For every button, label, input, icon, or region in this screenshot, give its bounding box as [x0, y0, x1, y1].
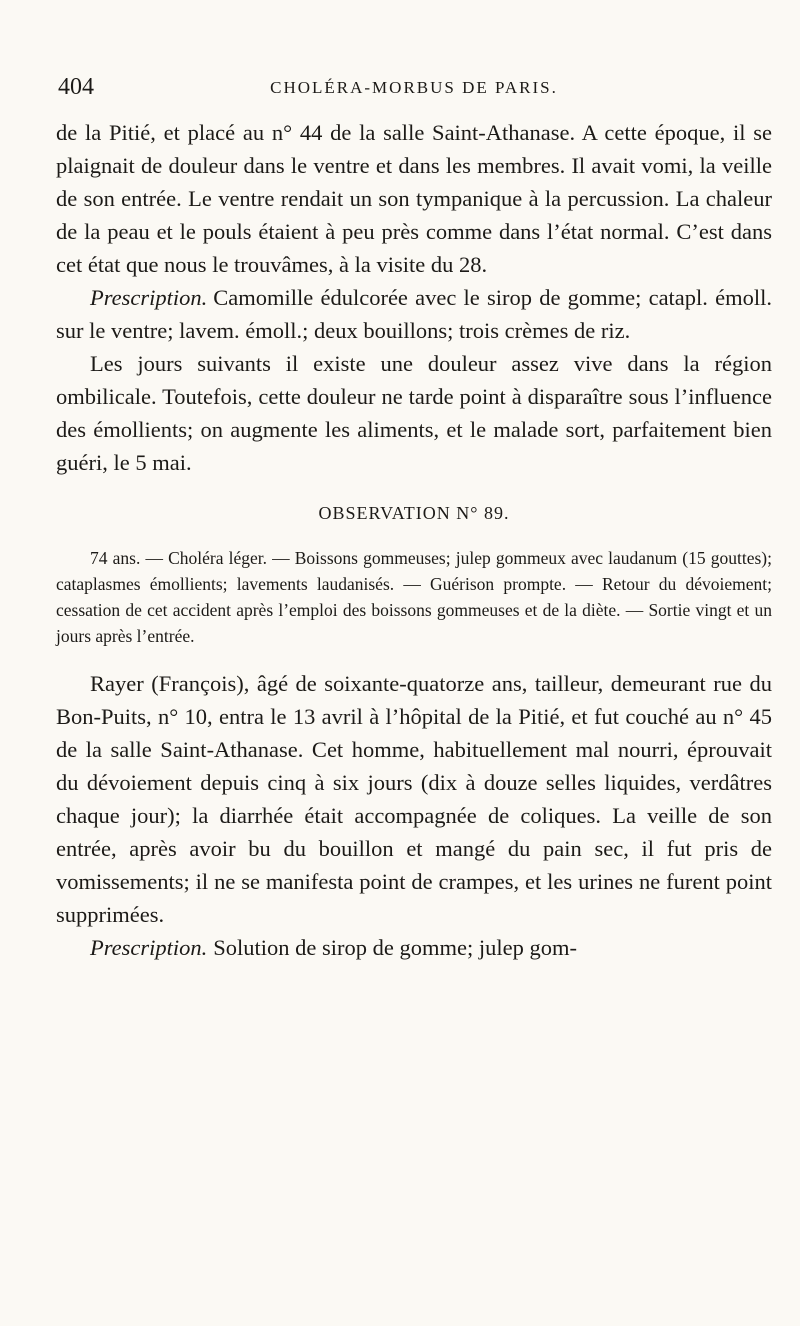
- observation-title: OBSERVATION N° 89.: [318, 503, 510, 523]
- running-head: CHOLÉRA-MORBUS DE PARIS.: [270, 78, 558, 97]
- paragraph-outcome: Les jours suivants il existe une douleur assez vive dans la région ombilicale. Toutefois, cette douleur ne tarde point à disparaître sous l’influence des émollients; on augmente les aliments, et le malade sort, parfaitement bien guéri, le 5 mai.: [56, 351, 772, 475]
- prescription-label: Prescription.: [90, 285, 208, 310]
- body-text: [56, 116, 772, 964]
- prescription-paragraph-2: [56, 931, 772, 964]
- paragraph-continuation: de la Pitié, et placé au n° 44 de la salle Saint-Athanase. A cette époque, il se plaignait de douleur dans le ventre et dans les membres. Il avait vomi, la veille de son entrée. Le ventre rendait un son tympanique à la percussion. La chaleur de la peau et le pouls étaient à peu près comme dans l’état normal. C’est dans cet état que nous le trouvâmes, à la visite du 28.: [56, 120, 772, 277]
- page-header: [58, 74, 770, 108]
- prescription-text-2: Solution de sirop de gomme; julep gom-: [213, 935, 577, 960]
- page-number: 404: [58, 74, 94, 100]
- prescription-text: Camomille édulcorée avec le sirop de gomme; catapl. émoll. sur le ventre; lavem. émoll.; deux bouillons; trois crèmes de riz.: [56, 285, 772, 343]
- paragraph-case-history: Rayer (François), âgé de soixante-quatorze ans, tailleur, demeurant rue du Bon-Puits, n° 10, entra le 13 avril à l’hôpital de la Pitié, et fut couché au n° 45 de la salle Saint-Athanase. Cet homme, habituellement mal nourri, éprouvait du dévoiement depuis cinq à six jours (dix à douze selles liquides, verdâtres chaque jour); la diarrhée était accompagnée de coliques. La veille de son entrée, après avoir bu du bouillon et mangé du pain sec, il fut pris de vomissements; il ne se manifesta point de crampes, et les urines ne furent point supprimées.: [56, 671, 772, 927]
- prescription-label-2: Prescription.: [90, 935, 208, 960]
- observation-summary: 74 ans. — Choléra léger. — Boissons gommeuses; julep gommeux avec laudanum (15 gouttes); cataplasmes émollients; lavements laudanisés. — Guérison prompte. — Retour du dévoiement; cessation de cet accident après l’emploi des boissons gommeuses et de la diète. — Sortie vingt et un jours après l’entrée.: [56, 548, 772, 646]
- prescription-paragraph: [56, 281, 772, 347]
